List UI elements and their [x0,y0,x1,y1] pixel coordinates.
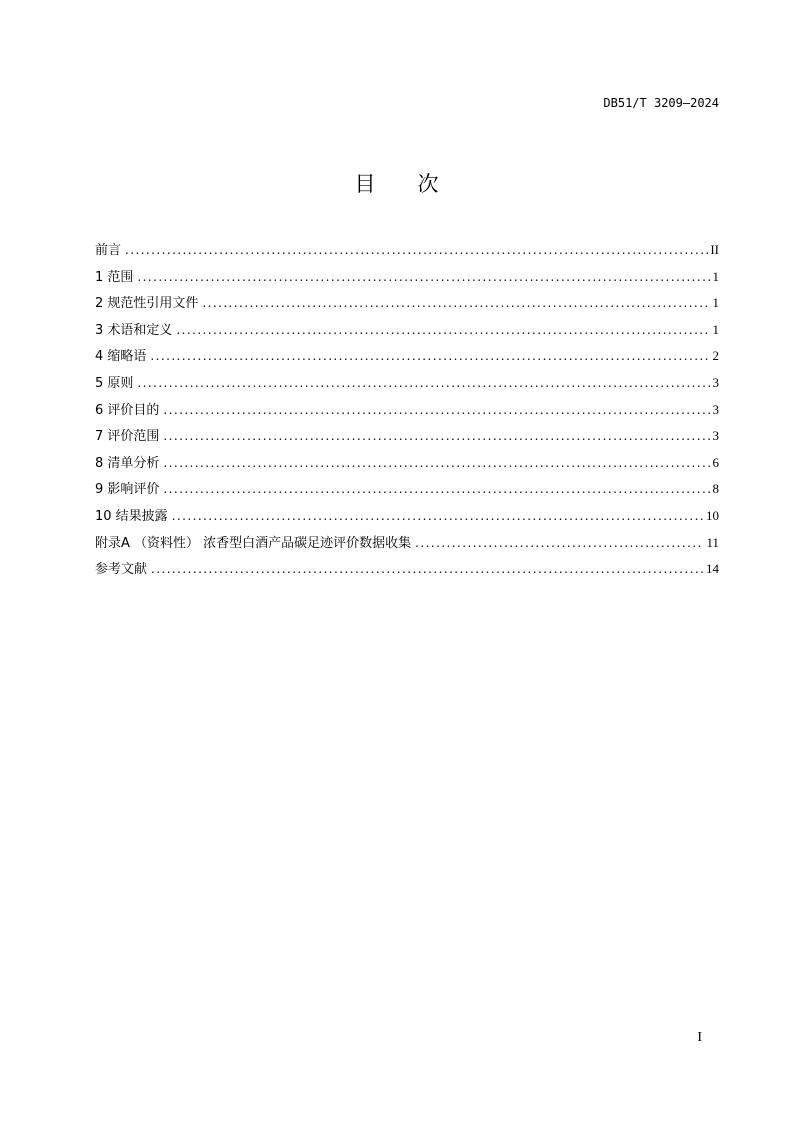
toc-entry-page: 11 [706,534,719,550]
toc-entry-page: 10 [706,507,719,523]
toc-entry-page: 3 [712,401,719,417]
toc-entry-label: 2 规范性引用文件 [95,296,199,312]
toc-entry-label: 3 术语和定义 [95,322,173,338]
dot-leader [176,321,710,339]
dot-leader [137,268,710,286]
toc-entry-principles[interactable] [95,374,719,401]
toc-entry-label: 6 评价目的 [95,402,160,418]
toc-entry-label: 10 结果披露 [95,508,168,524]
dot-leader [415,534,704,552]
dot-leader [125,241,708,259]
toc-entry-page: 8 [712,481,719,497]
dot-leader [151,560,704,578]
toc-entry-page: 1 [712,268,719,284]
toc-entry-page: II [710,242,719,257]
toc-entry-page: 3 [712,374,719,390]
toc-entry-label: 附录A （资料性） 浓香型白酒产品碳足迹评价数据收集 [95,535,412,551]
dot-leader [172,507,704,525]
dot-leader [150,347,710,365]
dot-leader [137,374,710,392]
dot-leader [163,454,710,472]
page-title [0,168,793,198]
toc-entry-bibliography[interactable] [95,560,719,587]
dot-leader [163,480,710,498]
page-number: I [697,1030,702,1045]
toc-entry-results-disclosure[interactable] [95,507,719,534]
toc-entry-inventory-analysis[interactable] [95,454,719,481]
dot-leader [202,294,710,312]
dot-leader [163,401,710,419]
document-code: DB51/T 3209—2024 [603,96,719,110]
toc-entry-label: 前言 [95,243,122,258]
dot-leader [163,427,710,445]
toc-entry-evaluation-scope[interactable] [95,427,719,454]
toc-entry-label: 1 范围 [95,269,134,285]
toc-entry-impact-assessment[interactable] [95,480,719,507]
toc-entry-label: 4 缩略语 [95,349,147,365]
toc-entry-normative-references[interactable] [95,294,719,321]
toc-entry-scope[interactable] [95,268,719,295]
toc-entry-page: 2 [712,348,719,364]
toc-entry-appendix-a[interactable] [95,534,719,561]
toc-entry-terms-definitions[interactable] [95,321,719,348]
toc-entry-label: 9 影响评价 [95,482,160,498]
toc-entry-page: 1 [712,321,719,337]
toc-entry-label: 5 原则 [95,375,134,391]
toc-entry-page: 3 [712,428,719,444]
toc-entry-page: 6 [712,454,719,470]
title-char-1: 目 [354,172,376,196]
toc-entry-label: 8 清单分析 [95,455,160,471]
title-char-2: 次 [417,172,439,196]
toc-entry-foreword[interactable] [95,241,719,268]
table-of-contents [95,241,719,587]
toc-entry-evaluation-purpose[interactable] [95,401,719,428]
toc-entry-page: 1 [712,295,719,311]
toc-entry-abbreviations[interactable] [95,347,719,374]
toc-entry-page: 14 [706,561,719,577]
toc-entry-label: 参考文献 [95,562,148,578]
toc-entry-label: 7 评价范围 [95,429,160,445]
